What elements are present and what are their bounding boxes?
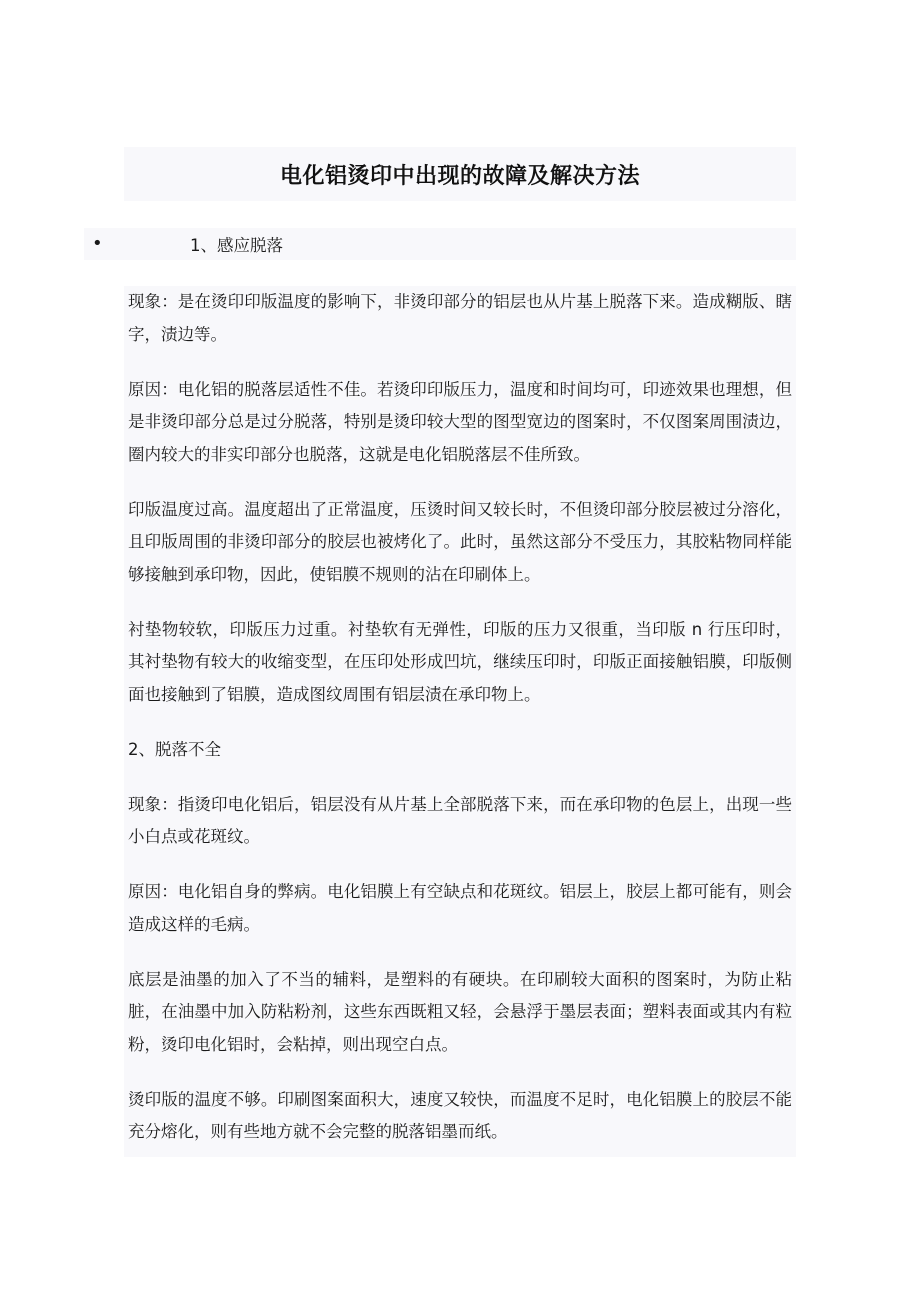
paragraph-soft-padding: 衬垫物较软，印版压力过重。衬垫软有无弹性，印版的压力又很重，当印版 n 行压印时，其衬垫物有较大的收缩变型，在压印处形成凹坑，继续压印时，印版正面接触铝膜，印版侧面也接触到了铝膜，造成图纹周围有铝层渍在承印物上。: [128, 619, 792, 704]
paragraph-phenomenon-1: 现象：是在烫印印版温度的影响下，非烫印部分的铝层也从片基上脱落下来。造成糊版、瞎字，渍边等。: [128, 292, 792, 344]
document-body: [124, 286, 796, 1157]
document-title: 电化铝烫印中出现的故障及解决方法: [279, 163, 640, 189]
section-heading-2: 2、脱落不全: [128, 739, 221, 759]
paragraph-insufficient-temperature: 烫印版的温度不够。印刷图案面积大，速度又较快，而温度不足时，电化铝膜上的胶层不能充分熔化，则有些地方就不会完整的脱落铝墨而纸。: [128, 1089, 792, 1141]
paragraph-cause-1: 原因：电化铝的脱落层适性不佳。若烫印印版压力，温度和时间均可，印迹效果也理想，但是非烫印部分总是过分脱落，特别是烫印较大型的图型宽边的图案时，不仅图案周围渍边，圈内较大的非实印部分也脱落，这就是电化铝脱落层不佳所致。: [128, 379, 792, 464]
list-item-row: [84, 228, 796, 260]
bullet-icon: •: [92, 233, 103, 254]
paragraph-plate-temperature: 印版温度过高。温度超出了正常温度，压烫时间又较长时，不但烫印部分胶层被过分溶化，且印版周围的非烫印部分的胶层也被烤化了。此时，虽然这部分不受压力，其胶粘物同样能够接触到承印物，因此，使铝膜不规则的沾在印刷体上。: [128, 499, 792, 584]
title-bar: [124, 147, 796, 201]
paragraph-base-layer: 底层是油墨的加入了不当的辅料，是塑料的有硬块。在印刷较大面积的图案时，为防止粘脏，在油墨中加入防粘粉剂，这些东西既粗又轻，会悬浮于墨层表面；塑料表面或其内有粒粉，烫印电化铝时，会粘掉，则出现空白点。: [128, 969, 792, 1054]
paragraph-phenomenon-2: 现象：指烫印电化铝后，铝层没有从片基上全部脱落下来，而在承印物的色层上，出现一些小白点或花斑纹。: [128, 794, 792, 846]
section-heading-1: 1、感应脱落: [190, 236, 283, 255]
paragraph-cause-2: 原因：电化铝自身的弊病。电化铝膜上有空缺点和花斑纹。铝层上，胶层上都可能有，则会造成这样的毛病。: [128, 882, 792, 934]
